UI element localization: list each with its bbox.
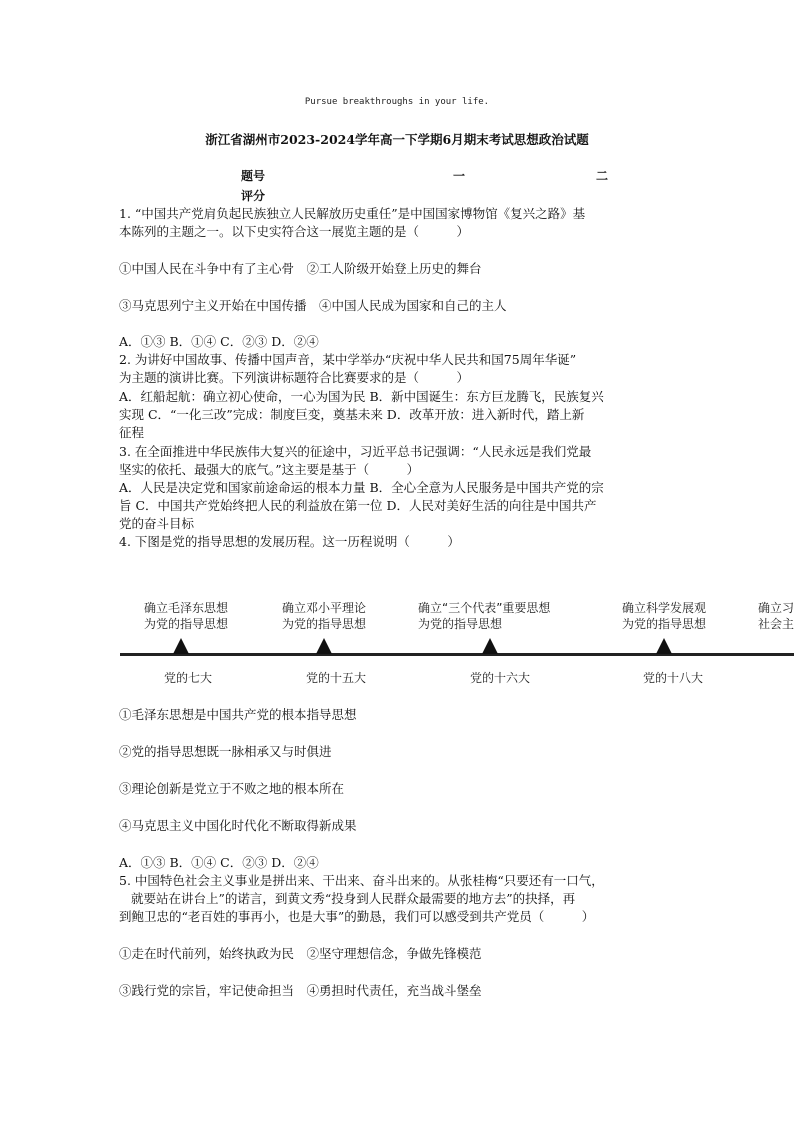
timeline-label-xi — [758, 600, 794, 632]
timeline-event: 党的十五大 — [305, 671, 367, 685]
q1-choices: A．①③ B．①④ C．②③ D．②④ — [119, 334, 319, 349]
timeline-label-line1: 确立科学发展观 — [622, 601, 707, 615]
score-table-part2: 二 — [596, 169, 609, 183]
timeline-label-mao — [144, 600, 228, 632]
q3-line4: 旨 C．中国共产党始终把人民的利益放在第一位 D．人民对美好生活的向往是中国共产 — [119, 498, 597, 513]
guiding-thought-timeline — [0, 592, 794, 692]
q1-stem-line1: 1. “中国共产党肩负起民族独立人民解放历史重任”是中国国家博物馆《复兴之路》基 — [119, 206, 586, 221]
q2-line4: 实现 C．“一化三改”完成：制度巨变，奠基未来 D．改革开放：进入新时代，踏上新 — [119, 407, 585, 422]
timeline-label-scientific-development — [622, 600, 706, 632]
timeline-label-line2: 为党的指导思想 — [418, 617, 503, 631]
q4-option-3: ③理论创新是党立于不败之地的根本所在 — [119, 781, 345, 796]
q4-choices: A．①③ B．①④ C．②③ D．②④ — [119, 855, 319, 870]
q2-line5: 征程 — [119, 425, 145, 440]
q3-line1: 3. 在全面推进中华民族伟大复兴的征途中，习近平总书记强调：“人民永远是我们党最 — [119, 444, 592, 459]
timeline-marker-triangle — [316, 638, 332, 654]
q3-line3: A．人民是决定党和国家前途命运的根本力量 B．全心全意为人民服务是中国共产党的宗 — [119, 480, 604, 495]
exam-title: 浙江省湖州市2023-2024学年高一下学期6月期末考试思想政治试题 — [205, 132, 589, 147]
q1-stem-line2: 本陈列的主题之一。以下史实符合这一展览主题的是（ ） — [119, 224, 470, 239]
timeline-label-deng — [282, 600, 366, 632]
timeline-label-line1: 确立“三个代表”重要思想 — [418, 601, 551, 615]
q2-line1: 2. 为讲好中国故事、传播中国声音，某中学举办“庆祝中华人民共和国75周年华诞” — [119, 352, 577, 367]
timeline-axis — [120, 653, 794, 656]
q4-stem: 4. 下图是党的指导思想的发展历程。这一历程说明（ ） — [119, 534, 460, 549]
timeline-label-line2: 为党的指导思想 — [282, 617, 367, 631]
timeline-label-three-represents — [418, 600, 550, 632]
timeline-marker-triangle — [656, 638, 672, 654]
score-table-row-label: 评分 — [241, 189, 266, 203]
timeline-event: 党的十八大 — [642, 671, 704, 685]
timeline-label-line1: 确立习 — [758, 601, 794, 615]
q4-option-4: ④马克思主义中国化时代化不断取得新成果 — [119, 818, 357, 833]
q4-option-2: ②党的指导思想既一脉相承又与时俱进 — [119, 744, 332, 759]
q3-line2: 坚实的依托、最强大的底气。”这主要是基于（ ） — [119, 462, 420, 477]
q4-option-1: ①毛泽东思想是中国共产党的根本指导思想 — [119, 707, 357, 722]
q5-option-line1: ①走在时代前列，始终执政为民 ②坚守理想信念，争做先锋模范 — [119, 946, 482, 961]
q3-line5: 党的奋斗目标 — [119, 516, 195, 531]
q2-line2: 为主题的演讲比赛。下列演讲标题符合比赛要求的是（ ） — [119, 370, 470, 385]
timeline-event: 党的十六大 — [469, 671, 531, 685]
timeline-label-line1: 确立毛泽东思想 — [144, 601, 229, 615]
q5-line2: 就要站在讲台上”的诺言，到黄文秀“投身到人民群众最需要的地方去”的抉择，再 — [131, 891, 576, 906]
timeline-label-line2: 为党的指导思想 — [622, 617, 707, 631]
q1-option-line2: ③马克思列宁主义开始在中国传播 ④中国人民成为国家和自己的主人 — [119, 298, 507, 313]
timeline-label-line1: 确立邓小平理论 — [282, 601, 367, 615]
score-table-part1: 一 — [453, 169, 466, 183]
timeline-label-line2: 为党的指导思想 — [144, 617, 229, 631]
q5-line3: 到鲍卫忠的“老百姓的事再小，也是大事”的勤恳，我们可以感受到共产党员（ ） — [119, 909, 595, 924]
timeline-marker-triangle — [173, 638, 189, 654]
q1-option-line1: ①中国人民在斗争中有了主心骨 ②工人阶级开始登上历史的舞台 — [119, 261, 482, 276]
page-motto: Pursue breakthroughs in your life. — [304, 97, 490, 107]
q5-line1: 5. 中国特色社会主义事业是拼出来、干出来、奋斗出来的。从张桂梅“只要还有一口气， — [119, 873, 604, 888]
timeline-marker-triangle — [482, 638, 498, 654]
timeline-label-line2: 社会主 — [758, 617, 794, 631]
timeline-event: 党的七大 — [163, 671, 213, 685]
q5-option-line2: ③践行党的宗旨，牢记使命担当 ④勇担时代责任，充当战斗堡垒 — [119, 983, 482, 998]
q2-line3: A．红船起航：确立初心使命，一心为国为民 B．新中国诞生：东方巨龙腾飞，民族复兴 — [119, 389, 604, 404]
score-table-col-label: 题号 — [241, 169, 266, 183]
